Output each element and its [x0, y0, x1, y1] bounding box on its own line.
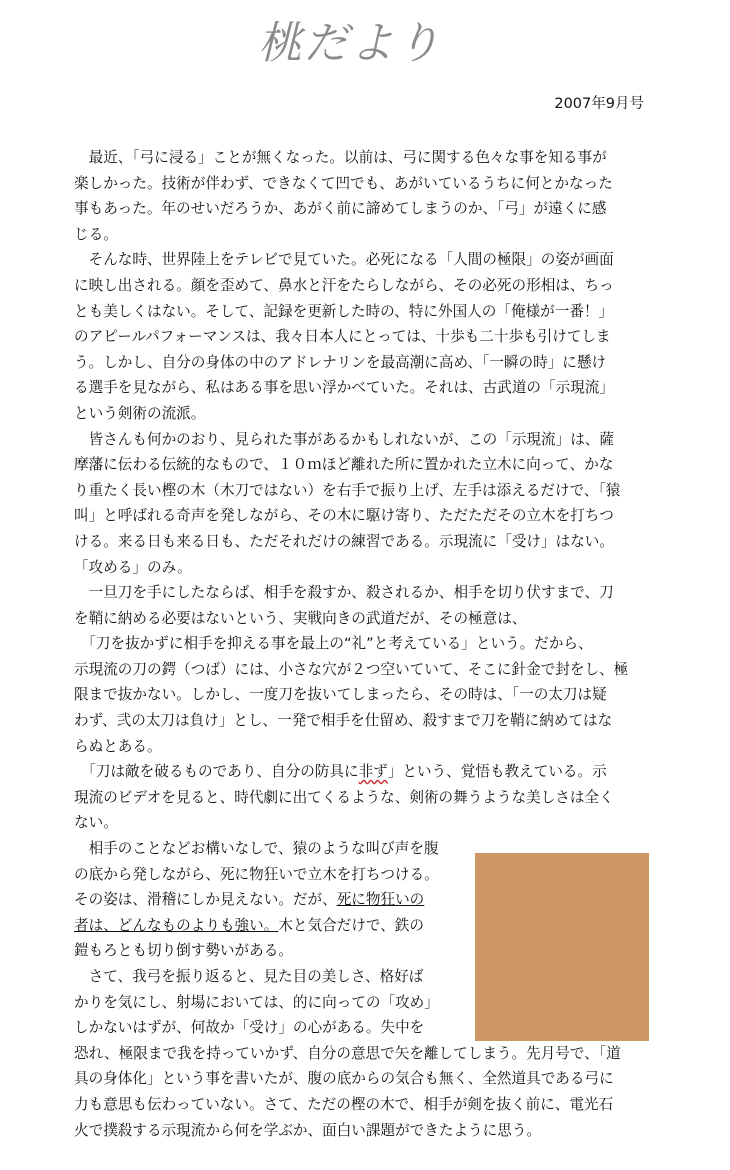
spellcheck-flagged-word: 非ず [358, 763, 388, 781]
text-line: さて、我弓を振り返ると、見た目の美しさ、格好ば [74, 968, 424, 985]
text-line: 力も意思も伝わっていない。さて、ただの樫の木で、相手が剣を抜く前に、電光石 [74, 1095, 614, 1113]
text-line: 最近、「弓に浸る」ことが無くなった。以前は、弓に関する色々な事を知る事が [74, 149, 607, 166]
issue-date: 2007年9月号 [554, 96, 644, 112]
text-line: 現流のビデオを見ると、時代劇に出てくるような、剣術の舞うような美しさは全く [74, 788, 614, 806]
text-line: を鞘に納める必要はないという、実戦向きの武道だが、その極意は、 [74, 609, 527, 627]
text-line: じる。 [74, 225, 118, 243]
text-line: 火で撲殺する示現流から何を学ぶか、面白い課題ができたように思う。 [74, 1121, 542, 1139]
text-line: に映し出される。顔を歪めて、鼻水と汗をたらしながら、その必死の形相は、ちっ [74, 276, 614, 294]
text-line: のアピールパフォーマンスは、我々日本人にとっては、十歩も二十歩も引けてしま [74, 328, 611, 346]
text-line: 示現流の刀の鍔（つば）には、小さな穴が２つ空いていて、そこに針金で封をし、極 [74, 660, 629, 678]
text-line: ない。 [74, 814, 118, 832]
text-segment: その姿は、滑稽にしか見えない。だが、 [74, 891, 337, 909]
text-line: 摩藩に伝わる伝統的なもので、１０ｍほど離れた所に置かれた立木に向って、かな [74, 456, 614, 474]
text-line: 「攻める」のみ。 [74, 558, 192, 576]
text-line: ける。来る日も来る日も、ただそれだけの練習である。示現流に「受け」はない。 [74, 532, 614, 550]
text-line: 限まで抜かない。しかし、一度刀を抜いてしまったら、その時は、「一の太刀は疑 [74, 686, 607, 704]
text-line: 相手のことなどお構いなしで、猿のような叫び声を腹 [74, 840, 439, 858]
text-line: かりを気にし、射場においては、的に向っての「攻め」 [74, 993, 439, 1011]
text-line: 叫」と呼ばれる奇声を発しながら、その木に駆け寄り、ただただその立木を打ちつ [74, 507, 614, 525]
text-line: 皆さんも何かのおり、見られた事があるかもしれないが、この「示現流」は、薩 [74, 430, 614, 448]
text-line: り重たく長い樫の木（木刀ではない）を右手で振り上げ、左手は添えるだけで、「猿 [74, 481, 621, 499]
newsletter-title: 桃だより [258, 18, 442, 69]
text-line: 具の身体化」という事を書いたが、腹の底からの気合も無く、全然道具である弓に [74, 1070, 614, 1088]
text-line [74, 759, 656, 785]
text-line: とも美しくはない。そして、記録を更新した時の、特に外国人の「俺様が一番！」 [74, 302, 614, 320]
text-line: 楽しかった。技術が伴わず、できなくて凹でも、あがいているうちに何とかなった [74, 174, 613, 192]
text-line: 一旦刀を手にしたならば、相手を殺すか、殺されるか、相手を切り伏すまで、刀 [74, 584, 614, 602]
text-line: の底から発しながら、死に物狂いで立木を打ちつける。 [74, 865, 439, 883]
text-line: 「刀を抜かずに相手を抑える事を最上の“礼”と考えている」という。だから、 [74, 635, 593, 653]
text-line: そんな時、世界陸上をテレビで見ていた。必死になる「人間の極限」の姿が画面 [74, 251, 614, 269]
text-line: う。しかし、自分の身体の中のアドレナリンを最高潮に高め、「一瞬の時」に懸け [74, 353, 607, 371]
underlined-phrase: 者は、どんなものよりも強い。 [74, 916, 279, 934]
text-line: 鎧もろとも切り倒す勢いがある。 [74, 942, 293, 960]
text-line: 恐れ、極限まで我を持っていかず、自分の意思で矢を離してしまう。先月号で、「道 [74, 1044, 621, 1062]
text-line: らぬとある。 [74, 737, 162, 755]
text-segment: 」という、覚悟も教えている。示 [387, 763, 607, 781]
text-segment: 木と気合だけで、鉄の [278, 916, 424, 934]
text-line: わず、弐の太刀は負け」とし、一発で相手を仕留め、殺すまで刀を鞘に納めてはな [74, 712, 613, 730]
text-line: 事もあった。年のせいだろうか、あがく前に諦めてしまうのか、「弓」が遠くに感 [74, 200, 607, 218]
text-line: る選手を見ながら、私はある事を思い浮かべていた。それは、古武道の「示現流」 [74, 379, 614, 397]
image-placeholder [475, 853, 649, 1041]
text-segment: 「刀は敵を破るものであり、自分の防具に [74, 763, 359, 781]
text-line: という剣術の流派。 [74, 404, 206, 422]
text-line: しかないはずが、何故か「受け」の心がある。失中を [74, 1019, 425, 1037]
underlined-phrase: 死に物狂いの [336, 891, 425, 909]
